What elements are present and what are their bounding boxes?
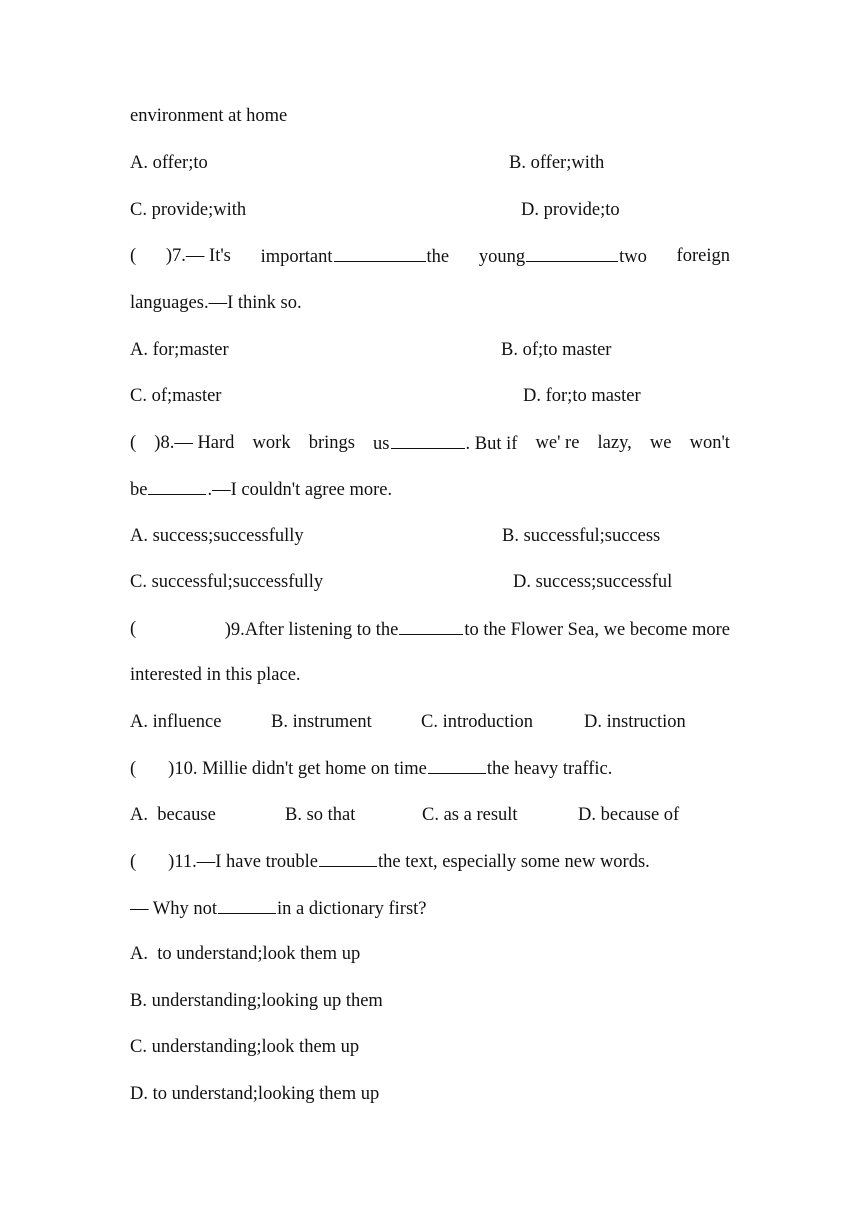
- q7-word: important: [260, 247, 333, 267]
- answer-blank[interactable]: [428, 757, 486, 774]
- question-8-line-1: [130, 432, 730, 455]
- q8-word: work: [252, 433, 291, 453]
- q8-word: us: [373, 434, 390, 454]
- q11-option-c: C. understanding;look them up: [130, 1037, 360, 1057]
- answer-blank[interactable]: [319, 850, 377, 867]
- q10-option-d: D. because of: [578, 805, 680, 825]
- q8-option-b: B. successful;success: [502, 526, 661, 546]
- q7-word: the: [426, 247, 450, 267]
- q7-option-b: B. of;to master: [501, 340, 612, 360]
- q11-text: — Why not: [130, 899, 218, 919]
- question-8-line-2: [130, 478, 392, 501]
- question-7-line-1: [130, 245, 730, 268]
- q9-text: )9.After listening to the: [224, 620, 399, 640]
- answer-blank[interactable]: [526, 245, 618, 262]
- q11-option-d: D. to understand;looking them up: [130, 1084, 380, 1104]
- q9-option-b: B. instrument: [271, 712, 372, 732]
- q11-option-a: A. to understand;look them up: [130, 944, 361, 964]
- q8-word: we' re: [535, 433, 580, 453]
- q7-option-a: A. for;master: [130, 340, 229, 360]
- answer-blank[interactable]: [148, 478, 206, 495]
- q10-text: the heavy traffic.: [486, 759, 613, 779]
- q8-text: be: [130, 480, 148, 500]
- question-6-continuation: environment at home: [130, 106, 288, 126]
- question-7-line-2: languages.—I think so.: [130, 293, 302, 313]
- q8-text: .—I couldn't agree more.: [207, 480, 393, 500]
- q7-option-d: D. for;to master: [523, 386, 641, 406]
- question-9-line-2: interested in this place.: [130, 665, 301, 685]
- q11-text: )11.—I have trouble: [168, 852, 319, 872]
- q10-paren: (: [130, 759, 137, 779]
- q7-word: foreign: [676, 246, 730, 266]
- q6-option-a: A. offer;to: [130, 153, 208, 173]
- q8-word: lazy,: [597, 433, 632, 453]
- q8-number: )8.— Hard: [154, 433, 235, 453]
- q8-option-c: C. successful;successfully: [130, 572, 324, 592]
- question-10: [130, 757, 612, 780]
- answer-blank[interactable]: [334, 245, 426, 262]
- q10-option-b: B. so that: [285, 805, 356, 825]
- question-9-line-1: [130, 618, 730, 641]
- q7-number: )7.— It's: [165, 246, 231, 266]
- question-11-line-2: [130, 897, 427, 920]
- q6-option-b: B. offer;with: [509, 153, 605, 173]
- q8-word: . But if: [465, 434, 518, 454]
- q9-text: to the Flower Sea, we become more: [464, 620, 730, 640]
- question-11-line-1: [130, 850, 650, 873]
- q9-option-d: D. instruction: [584, 712, 686, 732]
- q8-option-d: D. success;successful: [513, 572, 673, 592]
- q8-word: won't: [689, 433, 730, 453]
- q7-paren: (: [130, 246, 137, 266]
- q8-paren: (: [130, 433, 137, 453]
- q11-text: the text, especially some new words.: [378, 852, 650, 872]
- q9-paren: (: [130, 619, 137, 639]
- q7-word: two: [619, 247, 647, 267]
- q11-text: in a dictionary first?: [277, 899, 427, 919]
- q11-paren: (: [130, 852, 137, 872]
- q6-option-c: C. provide;with: [130, 200, 247, 220]
- answer-blank[interactable]: [218, 897, 276, 914]
- q10-text: )10. Millie didn't get home on time: [168, 759, 427, 779]
- q9-option-a: A. influence: [130, 712, 222, 732]
- q11-option-b: B. understanding;looking up them: [130, 991, 383, 1011]
- q8-word: brings: [308, 433, 355, 453]
- q9-option-c: C. introduction: [421, 712, 534, 732]
- answer-blank[interactable]: [399, 618, 463, 635]
- q8-word: we: [649, 433, 672, 453]
- answer-blank[interactable]: [391, 432, 465, 449]
- q7-word: young: [478, 247, 526, 267]
- q10-option-a: A. because: [130, 805, 216, 825]
- q7-option-c: C. of;master: [130, 386, 222, 406]
- q8-option-a: A. success;successfully: [130, 526, 304, 546]
- q10-option-c: C. as a result: [422, 805, 518, 825]
- q6-option-d: D. provide;to: [521, 200, 620, 220]
